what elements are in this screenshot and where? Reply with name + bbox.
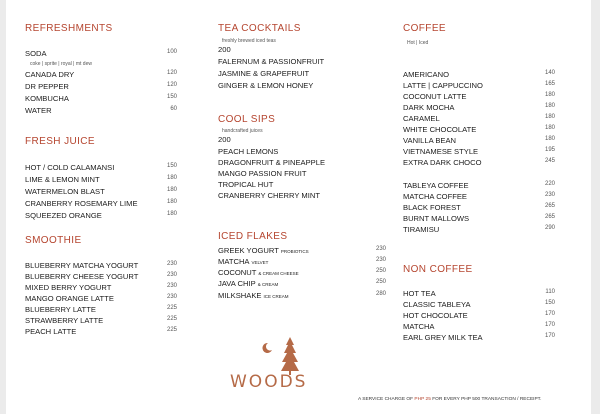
- menu-item: HOT / COLD CALAMANSI 150: [25, 163, 177, 172]
- menu-item: TABLEYA COFFEE 220: [403, 181, 555, 190]
- menu-item: VIETNAMESE STYLE 195: [403, 147, 555, 156]
- menu-item: WATER 60: [25, 106, 177, 115]
- menu-item: BLUEBERRY MATCHA YOGURT 230: [25, 261, 177, 270]
- menu-item: CLASSIC TABLEYA 150: [403, 300, 555, 309]
- section-title-fresh-juice: FRESH JUICE: [25, 136, 95, 147]
- menu-item: CARAMEL 180: [403, 114, 555, 123]
- menu-item: BLACK FOREST 265: [403, 203, 555, 212]
- section-title-cool-sips: COOL SIPS: [218, 114, 276, 125]
- menu-item: MATCHA VELVET 230: [218, 257, 386, 266]
- menu-item: LIME & LEMON MINT 180: [25, 175, 177, 184]
- brand-wordmark: WOODS: [230, 372, 308, 392]
- menu-item: PEACH LATTE 225: [25, 327, 177, 336]
- menu-item: AMERICANO 140: [403, 70, 555, 79]
- menu-item: LATTE | CAPPUCCINO 165: [403, 81, 555, 90]
- menu-item: MANGO ORANGE LATTE 230: [25, 294, 177, 303]
- menu-item: KOMBUCHA 150: [25, 94, 177, 103]
- menu-item: HOT TEA 110: [403, 289, 555, 298]
- section-title-refreshments: REFRESHMENTS: [25, 23, 113, 34]
- menu-item: DR PEPPER 120: [25, 82, 177, 91]
- menu-item: BLUEBERRY CHEESE YOGURT 230: [25, 272, 177, 281]
- menu-item: MATCHA COFFEE 230: [403, 192, 555, 201]
- section-subtitle: freshly brewed iced teas: [222, 38, 276, 44]
- section-title-smoothie: SMOOTHIE: [25, 235, 82, 246]
- menu-item: GREEK YOGURT PROBIOTICS 230: [218, 246, 386, 255]
- item-subtitle: coke | sprite | royal | mt dew: [30, 61, 92, 67]
- menu-item: SQUEEZED ORANGE 180: [25, 211, 177, 220]
- section-subtitle: Hot | Iced: [407, 40, 429, 46]
- menu-item: COCONUT LATTE 180: [403, 92, 555, 101]
- service-charge-note: A SERVICE CHARGE OF PHP 25 FOR EVERY PHP 500 TRANSACTION / RECEIPT.: [358, 397, 542, 402]
- menu-item: BLUEBERRY LATTE 225: [25, 305, 177, 314]
- menu-item: JAVA CHIP & CREAM 250: [218, 279, 386, 288]
- section-title-tea-cocktails: TEA COCKTAILS: [218, 23, 301, 34]
- menu-item: VANILLA BEAN 180: [403, 136, 555, 145]
- menu-item: TIRAMISU 290: [403, 225, 555, 234]
- menu-item: MIXED BERRY YOGURT 230: [25, 283, 177, 292]
- section-subtitle: handcrafted juices: [222, 128, 263, 134]
- menu-item: COCONUT & CREAM CHEESE 250: [218, 268, 386, 277]
- menu-item: SODA 100: [25, 49, 177, 58]
- menu-item: EXTRA DARK CHOCO 245: [403, 158, 555, 167]
- section-title-coffee: COFFEE: [403, 23, 446, 34]
- menu-item: HOT CHOCOLATE 170: [403, 311, 555, 320]
- menu-item: CRANBERRY ROSEMARY LIME 180: [25, 199, 177, 208]
- menu-item: MATCHA 170: [403, 322, 555, 331]
- menu-item: WATERMELON BLAST 180: [25, 187, 177, 196]
- menu-item: STRAWBERRY LATTE 225: [25, 316, 177, 325]
- section-title-non-coffee: NON COFFEE: [403, 264, 473, 275]
- menu-item: DARK MOCHA 180: [403, 103, 555, 112]
- menu-page: REFRESHMENTS SODA 100 coke | sprite | royal | mt dew CANADA DRY 120 DR PEPPER 120 KOMBUCHA 150 WATER 60 FRESH JUICE HOT / COLD CALAMANSI 150 LIME & LEMON MINT 180 WATERMELON BLAST 180 CRANBERRY ROSEMARY LIME 180 SQUEEZED ORANGE 180 SMOOTHIE BLUEBERRY MATCHA YOGURT 230 BLUEBERRY CHEESE YOGURT 230 MIXED BERRY YOGURT 230 MANGO ORANGE LATTE 230 BLUEBERRY LATTE 225 STRAWBERRY LATTE 225 PEACH LATTE 225 TEA COCKTAILS freshly brewed iced teas 200 FALERNUM & PASSIONFRUIT JASMINE & GRAPEFRUIT GINGER & LEMON HONEY COOL SIPS handcrafted juices 200 PEACH LEMONS DRAGONFRUIT & PINEAPPLE MANGO PASSION FRUIT TROPICAL HUT CRANBERRY CHERRY MINT ICED FLAKES GREEK YOGURT PROBIOTICS 230 MATCHA VELVET 230 COCONUT & CREAM CHEESE 250 JAVA CHIP & CREAM 250 MILKSHAKE ICE CREAM 280 COFFEE Hot | Iced AMERICANO 140 LATTE | CAPPUCCINO 165 COCONUT LATTE 180 DARK MOCHA 180 CARAMEL 180 WHITE CHOCOLATE 180 VANILLA BEAN 180 VIETNAMESE STYLE 195 EXTRA DARK CHOCO 245 TABLEYA COFFEE 220 MATCHA COFFEE 230 BLACK FOREST 265 BURNT MALLOWS 265 TIRAMISU 290 NON COFFEE HOT TEA 110 CLASSIC TABLEYA 150 HOT CHOCOLATE 170 MATCHA 170 EARL GREY MILK TEA 170 WOODS A SERVICE CHARGE OF PHP 25 FOR EVERY PHP 500 TRANSACTION / RECEIPT.: [6, 0, 591, 414]
- menu-item: CANADA DRY 120: [25, 70, 177, 79]
- menu-item: EARL GREY MILK TEA 170: [403, 333, 555, 342]
- section-title-iced-flakes: ICED FLAKES: [218, 231, 288, 242]
- menu-item: MILKSHAKE ICE CREAM 280: [218, 291, 386, 300]
- menu-item: WHITE CHOCOLATE 180: [403, 125, 555, 134]
- menu-item: BURNT MALLOWS 265: [403, 214, 555, 223]
